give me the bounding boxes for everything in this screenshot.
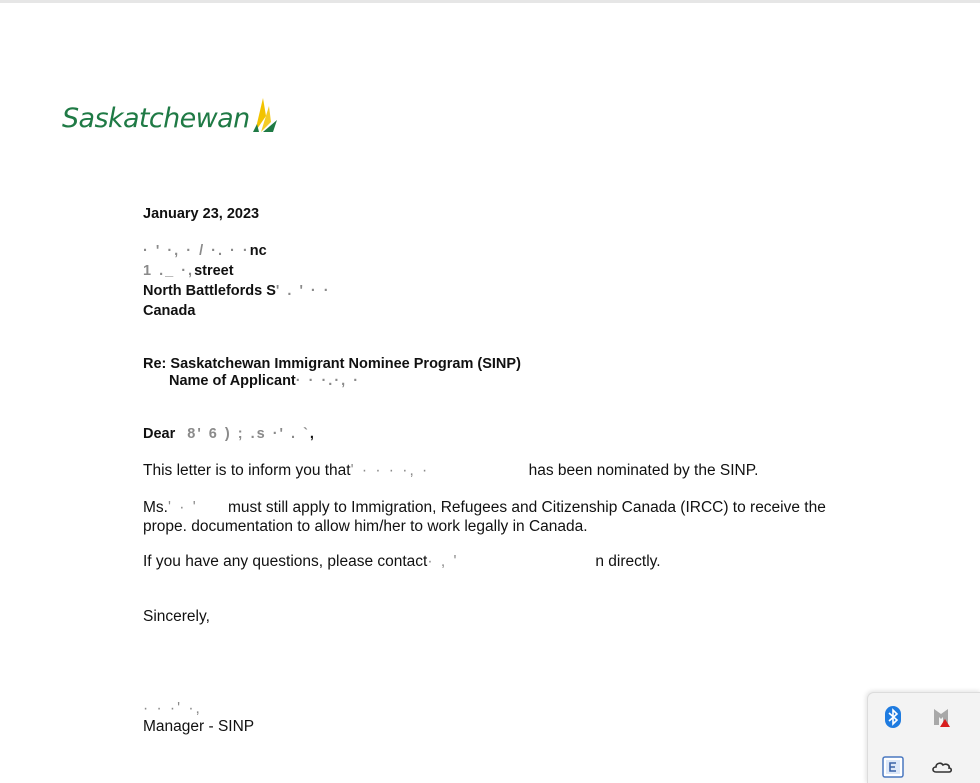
bluetooth-icon[interactable] — [882, 706, 904, 728]
redacted-text: ' · ' — [167, 499, 198, 516]
saskatchewan-logo — [62, 88, 279, 132]
para2-start: Ms. — [143, 499, 168, 516]
signature-title: Manager - SINP — [143, 718, 255, 735]
paragraph-contact — [143, 553, 661, 571]
address-line-street — [143, 263, 234, 279]
company-suffix: nc — [249, 243, 267, 259]
redacted-text: · · ·' ·, — [143, 700, 202, 717]
window-top-edge — [0, 0, 980, 3]
subject-line: Re: Saskatchewan Immigrant Nominee Program (SINP) — [143, 356, 521, 372]
address-line-company — [143, 243, 267, 259]
redacted-text: ' . ' · · — [275, 283, 331, 299]
paragraph-nomination — [143, 462, 758, 480]
street-suffix: street — [194, 263, 234, 279]
salutation-start: Dear — [143, 426, 176, 442]
para2-line1: must still apply to Immigration, Refugees and Citizenship Canada (IRCC) to receive the — [227, 499, 826, 516]
redacted-text: · , ' — [427, 553, 459, 570]
redacted-text: 8' 6 ) ; .s ·' . ` — [187, 426, 310, 442]
para2-line2: prope. documentation to allow him/her to work legally in Canada. — [143, 518, 588, 535]
notes-app-icon[interactable] — [882, 756, 904, 778]
salutation — [143, 426, 314, 442]
city-prefix: North Battlefords S — [143, 283, 276, 299]
address-country: Canada — [143, 303, 196, 319]
onedrive-cloud-icon[interactable] — [931, 756, 953, 778]
redacted-text: · · ·.·, · — [295, 373, 361, 389]
redacted-text: · ' ·, · / ·. · · — [143, 243, 250, 259]
applicant-label: Name of Applicant — [169, 373, 296, 389]
logo-wordmark: Saskatchewan — [62, 103, 250, 134]
salutation-end: , — [309, 426, 314, 442]
applicant-name-line — [169, 373, 360, 389]
redacted-text: ' · · · ·, · — [350, 462, 430, 479]
closing: Sincerely, — [143, 608, 210, 625]
paragraph-ircc — [143, 498, 883, 536]
para1-start: This letter is to inform you that — [143, 462, 351, 479]
para3-end: n directly. — [595, 553, 661, 570]
wheat-stalk-icon — [251, 94, 279, 134]
letter-date: January 23, 2023 — [143, 206, 260, 222]
mcafee-icon[interactable] — [931, 706, 953, 728]
para1-end: has been nominated by the SINP. — [528, 462, 759, 479]
system-tray-overflow — [867, 692, 980, 783]
signature-name-redacted — [143, 700, 202, 718]
redacted-text: 1 ._ ·, — [143, 263, 195, 279]
para3-start: If you have any questions, please contact — [143, 553, 428, 570]
address-line-city — [143, 283, 331, 299]
